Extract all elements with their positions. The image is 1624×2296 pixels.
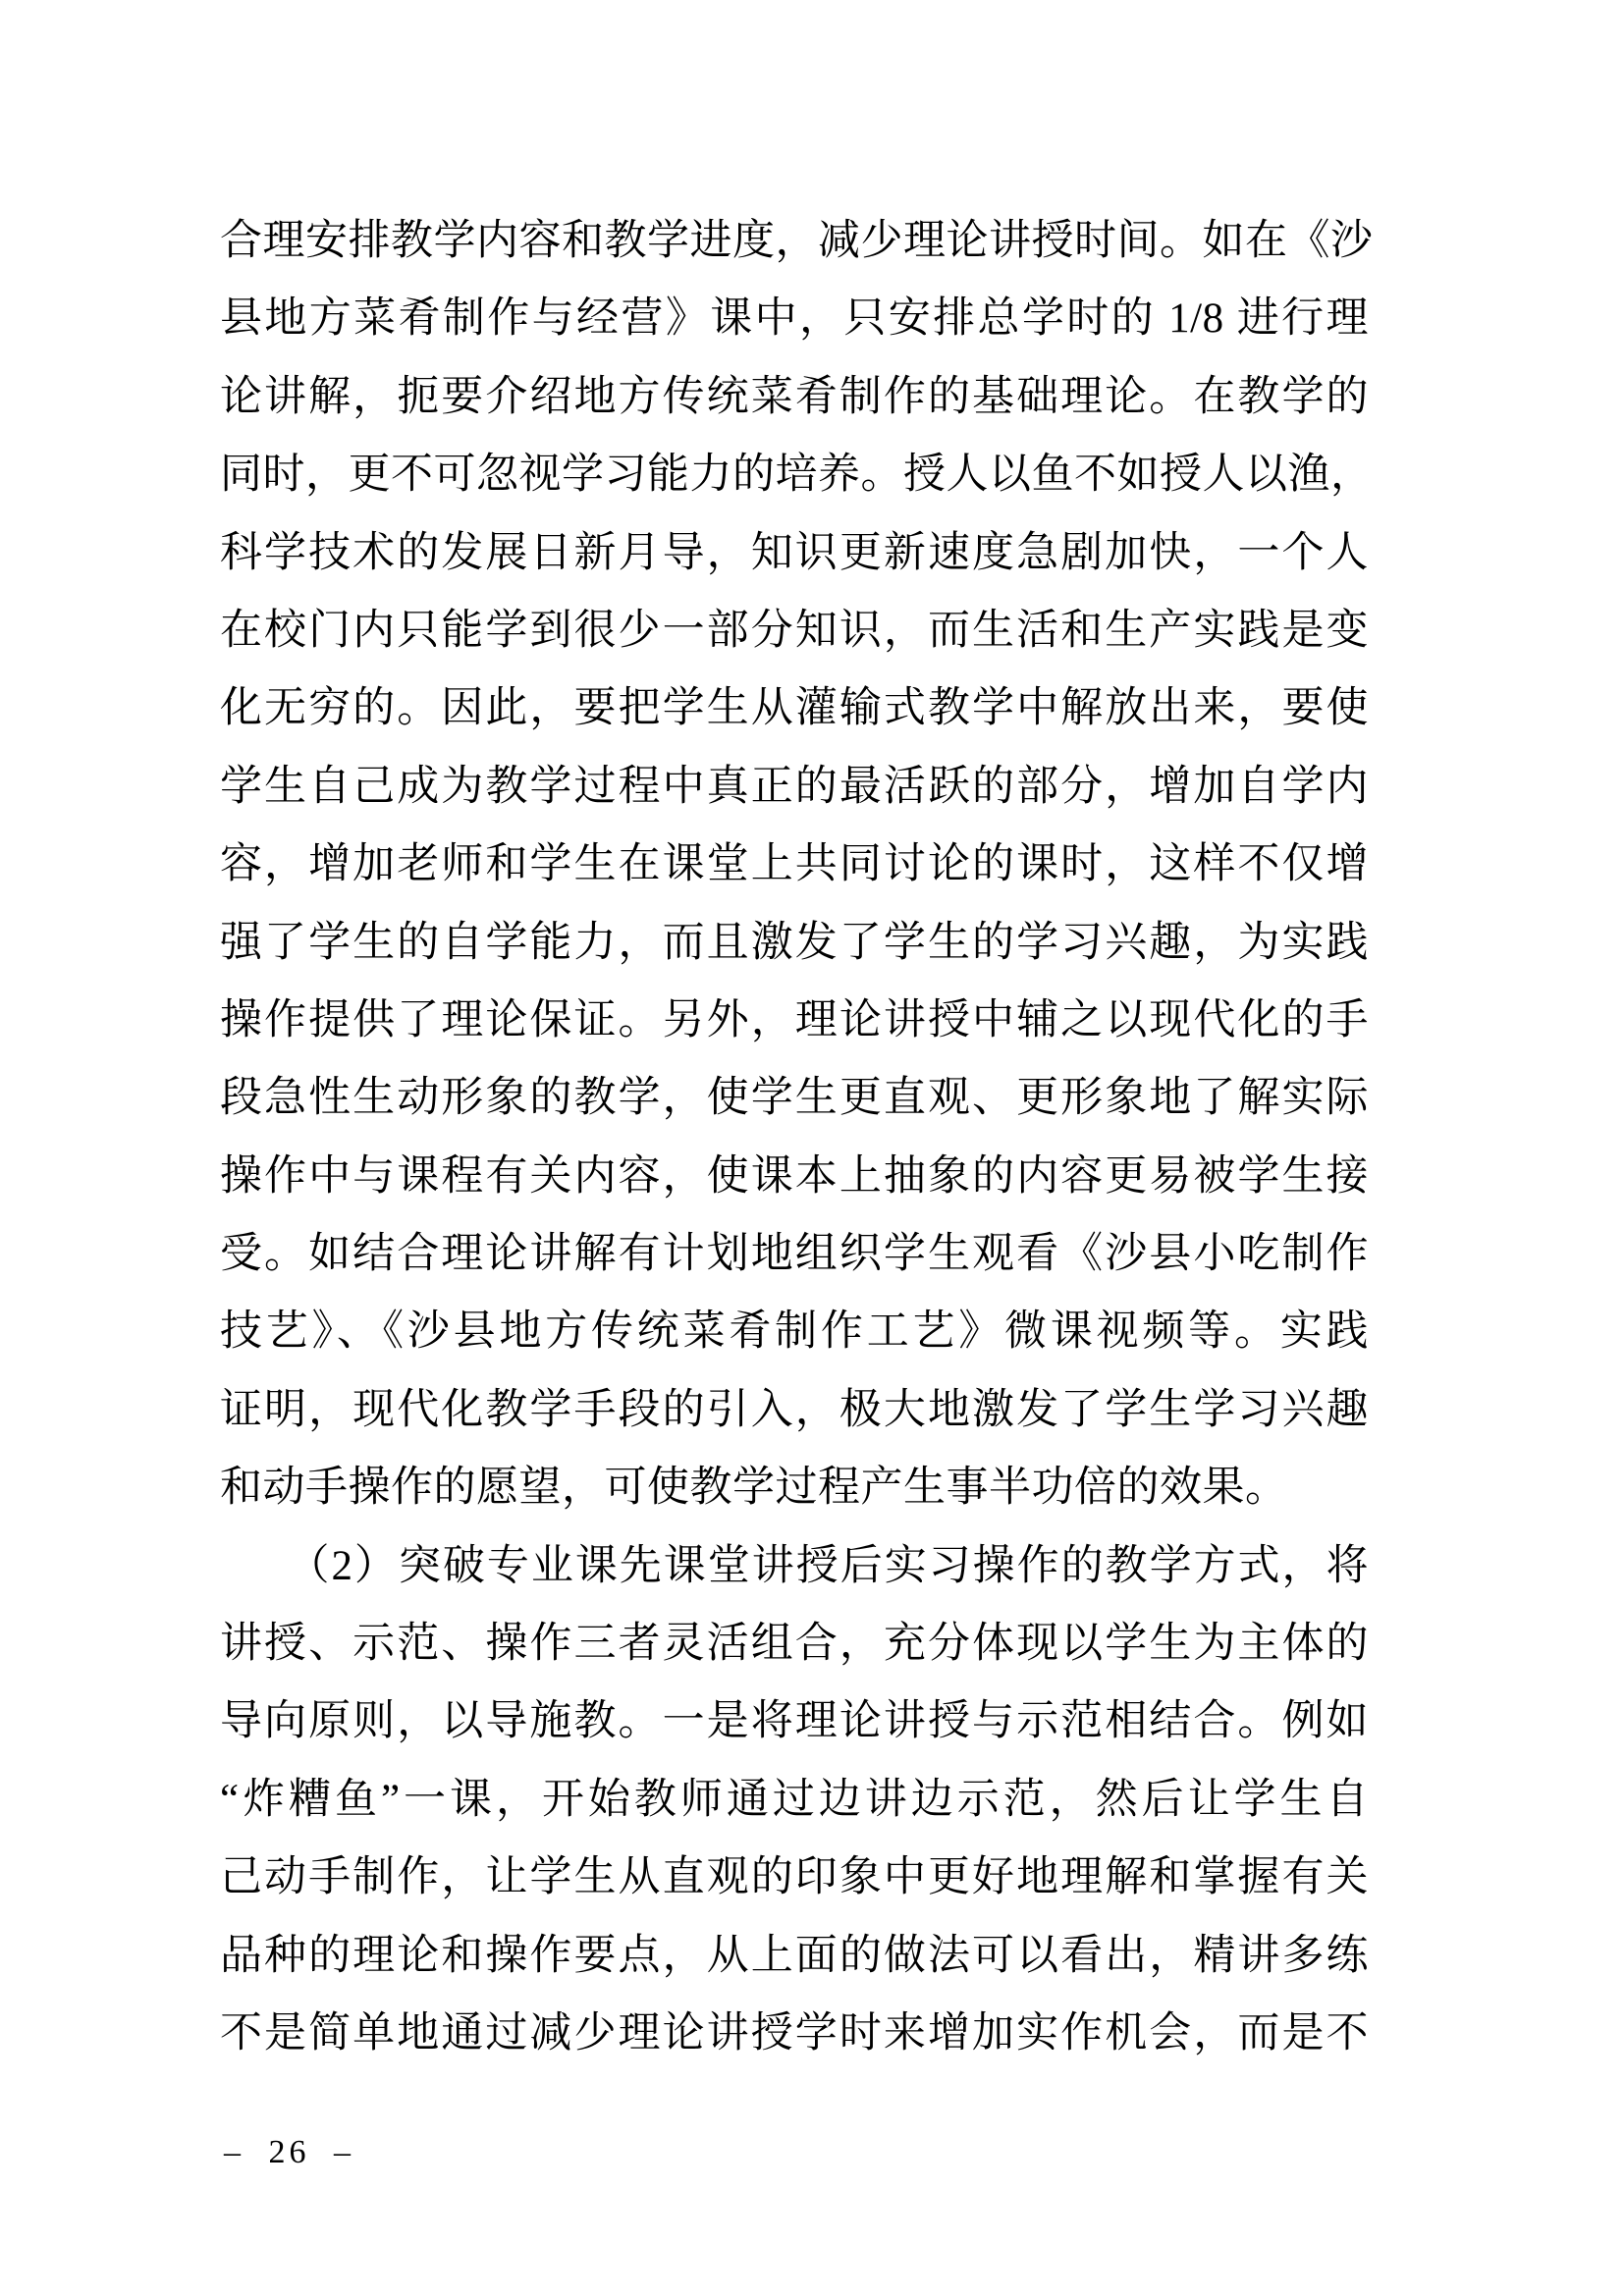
text-line: 受。如结合理论讲解有计划地组织学生观看《沙县小吃制作 <box>220 1231 1369 1278</box>
text-line: 科学技术的发展日新月导，知识更新速度急剧加快，一个人 <box>220 529 1369 576</box>
text-line: 和动手操作的愿望，可使教学过程产生事半功倍的效果。 <box>220 1465 1288 1512</box>
text-line: 论讲解，扼要介绍地方传统菜肴制作的基础理论。在教学的 <box>220 373 1369 420</box>
text-line: 县地方菜肴制作与经营》课中，只安排总学时的 1/8 进行理 <box>220 295 1369 343</box>
text-line: 导向原则，以导施教。一是将理论讲授与示范相结合。例如 <box>220 1698 1369 1745</box>
text-line: 化无穷的。因此，要把学生从灌输式教学中解放出来，要使 <box>220 685 1369 732</box>
text-line: 证明，现代化教学手段的引入，极大地激发了学生学习兴趣 <box>220 1386 1369 1433</box>
text-line: 容，增加老师和学生在课堂上共同讨论的课时，这样不仅增 <box>220 841 1369 888</box>
body-text <box>220 202 1374 2072</box>
text-line: 技艺》、《沙县地方传统菜肴制作工艺》微课视频等。实践 <box>220 1308 1369 1356</box>
text-line: （2）突破专业课先课堂讲授后实习操作的教学方式，将 <box>220 1542 1369 1589</box>
text-line: 合理安排教学内容和教学进度，减少理论讲授时间。如在《沙 <box>220 218 1374 264</box>
text-line: 操作中与课程有关内容，使课本上抽象的内容更易被学生接 <box>220 1152 1369 1200</box>
text-line: 在校门内只能学到很少一部分知识，而生活和生产实践是变 <box>220 607 1369 654</box>
text-line: 学生自己成为教学过程中真正的最活跃的部分，增加自学内 <box>220 763 1369 810</box>
text-line: “炸糟鱼”一课，开始教师通过边讲边示范，然后让学生自 <box>220 1776 1369 1823</box>
text-line: 段急性生动形象的教学，使学生更直观、更形象地了解实际 <box>220 1075 1369 1122</box>
text-line: 品种的理论和操作要点，从上面的做法可以看出，精讲多练 <box>220 1932 1369 1979</box>
text-line: 操作提供了理论保证。另外，理论讲授中辅之以现代化的手 <box>220 996 1369 1043</box>
text-line: 同时，更不可忽视学习能力的培养。授人以鱼不如授人以渔， <box>220 452 1374 499</box>
text-line: 不是简单地通过减少理论讲授学时来增加实作机会，而是不 <box>220 2009 1369 2056</box>
text-line: 讲授、示范、操作三者灵活组合，充分体现以学生为主体的 <box>220 1621 1369 1668</box>
text-line: 己动手制作，让学生从直观的印象中更好地理解和掌握有关 <box>220 1854 1369 1901</box>
text-line: 强了学生的自学能力，而且激发了学生的学习兴趣，为实践 <box>220 919 1369 966</box>
page-number: – 26 – <box>224 2134 354 2170</box>
